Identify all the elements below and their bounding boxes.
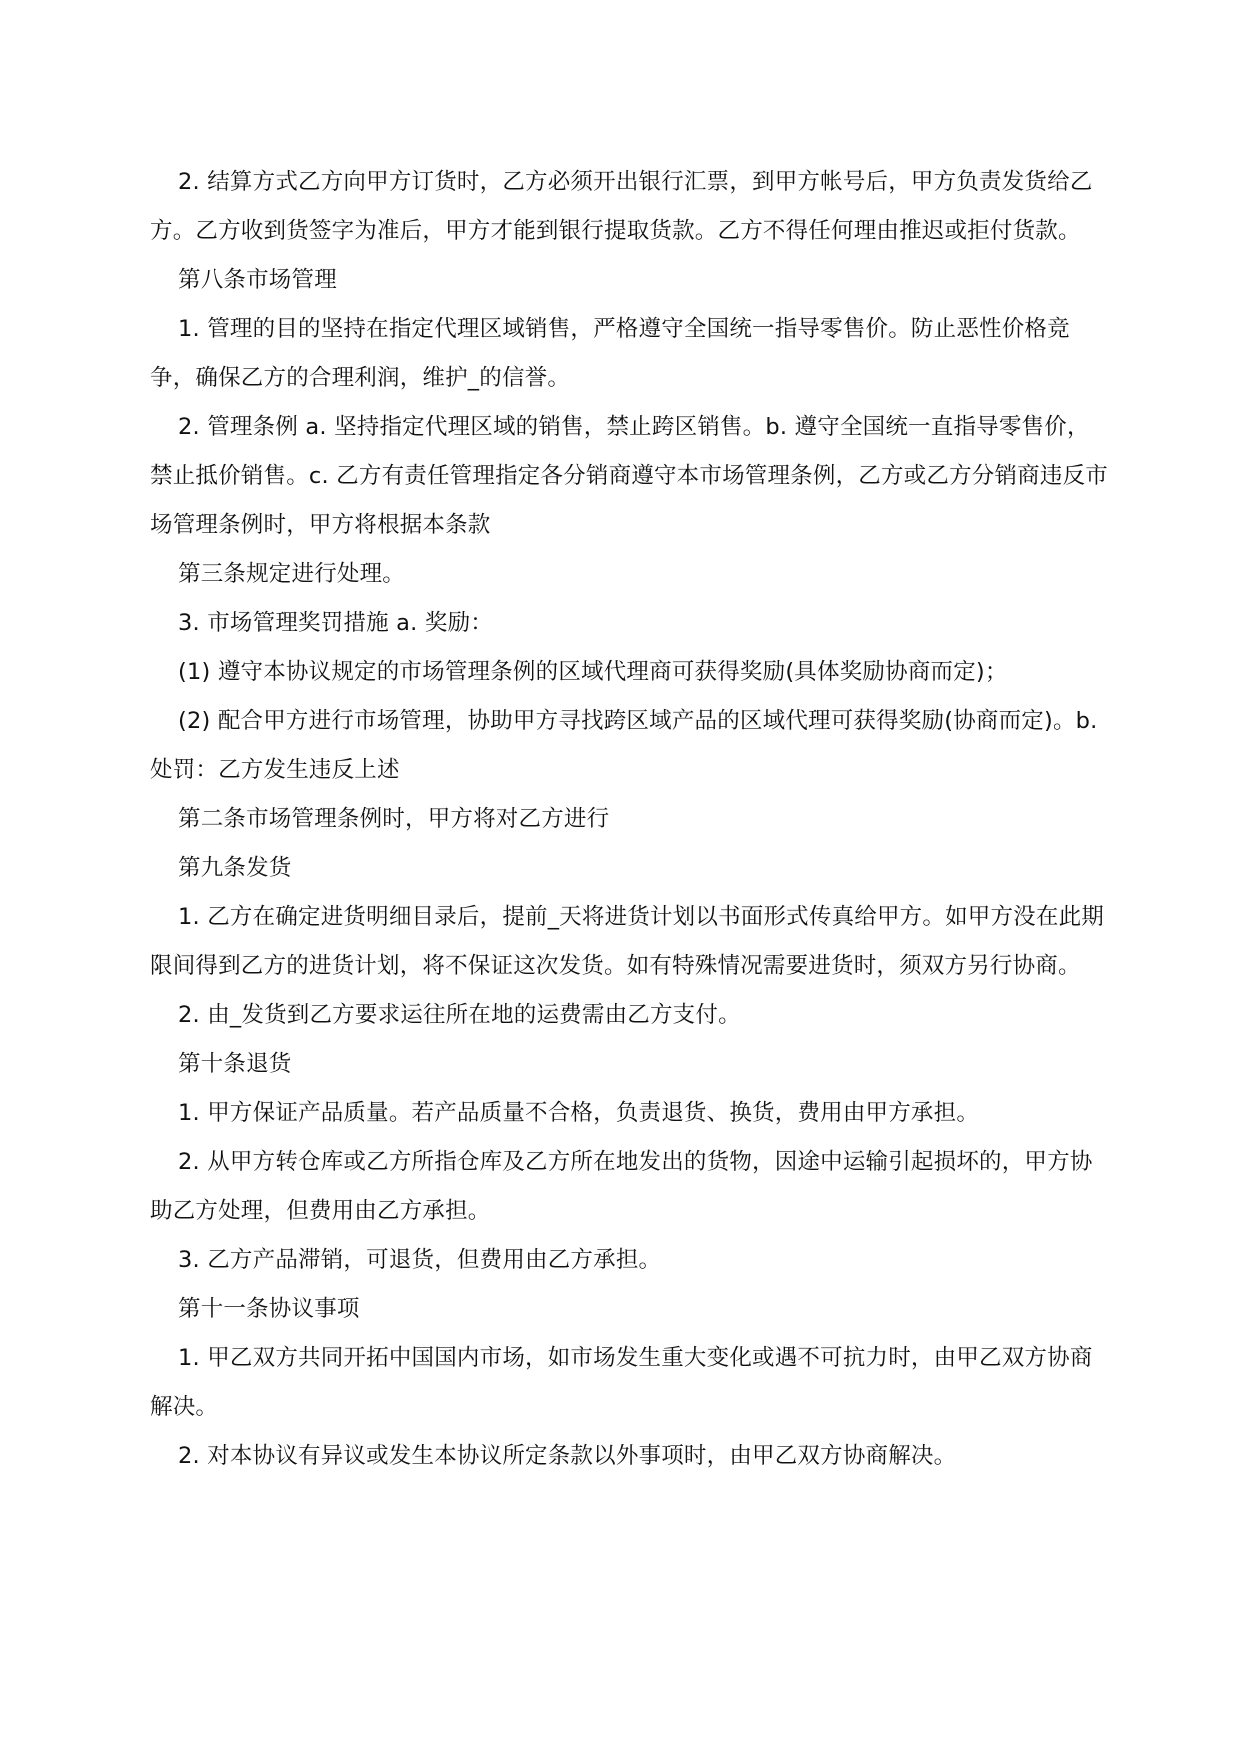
paragraph-delivery-plan: 1. 乙方在确定进货明细目录后，提前_天将进货计划以书面形式传真给甲方。如甲方没在此期限间得到乙方的进货计划，将不保证这次发货。如有特殊情况需要进货时，须双方另行协商。 [150,904,1104,979]
paragraph-article-3-reference: 第三条规定进行处理。 [178,561,406,587]
paragraph-joint-market-development: 1. 甲乙双方共同开拓中国国内市场，如市场发生重大变化或遇不可抗力时，由甲乙双方协商解决。 [150,1345,1093,1420]
paragraph-settlement-method: 2. 结算方式乙方向甲方订货时，乙方必须开出银行汇票，到甲方帐号后，甲方负责发货给乙方。乙方收到货签字为准后，甲方才能到银行提取货款。乙方不得任何理由推迟或拒付货款。 [150,169,1093,244]
paragraph-transport-damage: 2. 从甲方转仓库或乙方所指仓库及乙方所在地发出的货物，因途中运输引起损坏的，甲方协助乙方处理，但费用由乙方承担。 [150,1149,1093,1224]
paragraph-reward-item-2: (2) 配合甲方进行市场管理，协助甲方寻找跨区域产品的区域代理可获得奖励(协商而定)。b. 处罚：乙方发生违反上述 [150,708,1098,783]
heading-article-9: 第九条发货 [178,855,292,881]
heading-article-11: 第十一条协议事项 [178,1296,360,1322]
paragraph-article-2-reference: 第二条市场管理条例时，甲方将对乙方进行 [178,806,610,832]
heading-article-10: 第十条退货 [178,1051,292,1077]
paragraph-management-purpose: 1. 管理的目的坚持在指定代理区域销售，严格遵守全国统一指导零售价。防止恶性价格竞争，确保乙方的合理利润，维护_的信誉。 [150,316,1070,391]
heading-article-8: 第八条市场管理 [178,267,337,293]
paragraph-slow-sales-return: 3. 乙方产品滞销，可退货，但费用由乙方承担。 [178,1247,662,1273]
paragraph-management-rules: 2. 管理条例 a. 坚持指定代理区域的销售，禁止跨区销售。b. 遵守全国统一直指导零售价，禁止抵价销售。c. 乙方有责任管理指定各分销商遵守本市场管理条例，乙方或乙方分销商违反市场管理条例时，甲方将根据本条款 [150,414,1108,538]
paragraph-disputes-resolution: 2. 对本协议有异议或发生本协议所定条款以外事项时，由甲乙双方协商解决。 [178,1443,957,1469]
paragraph-reward-item-1: (1) 遵守本协议规定的市场管理条例的区域代理商可获得奖励(具体奖励协商而定)； [178,659,1008,685]
paragraph-delivery-freight: 2. 由_发货到乙方要求运往所在地的运费需由乙方支付。 [178,1002,741,1028]
paragraph-product-quality: 1. 甲方保证产品质量。若产品质量不合格，负责退货、换货，费用由甲方承担。 [178,1100,980,1126]
paragraph-rewards-penalties: 3. 市场管理奖罚措施 a. 奖励： [178,610,493,636]
